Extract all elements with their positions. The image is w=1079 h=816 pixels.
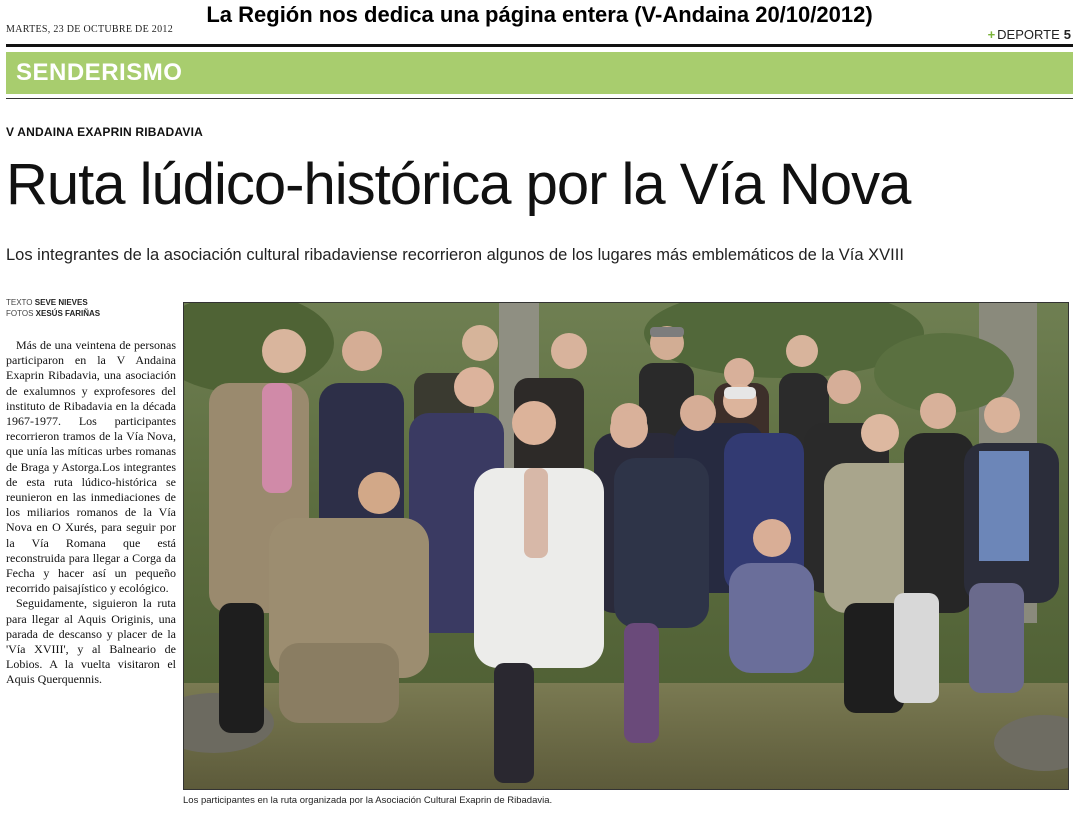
article-headline: Ruta lúdico-histórica por la Vía Nova [6,152,911,217]
article-credits [6,297,100,319]
issue-date: MARTES, 23 DE OCTUBRE DE 2012 [6,24,173,35]
body-paragraph: Seguidamente, siguieron la ruta para llegar al Aquis Originis, una parada de descanso y placer de la 'Vía XVIII', y al Balneario de Lobios. A la vuelta visitaron el Aquis Querquennis. [6,596,176,687]
body-paragraph: Más de una veintena de personas participaron en la V Andaina Exaprin Ribadavia, una asociación de exalumnos y exprofesores del instituto de Ribadavia en la década 1967-1977. Los participantes recorrieron tramos de la Vía Nova, que unía las míticas urbes romanas de Braga y Astorga.Los integrantes de esta ruta lúdico-histórica se reunieron en las inmediaciones de los miliarios romanos de la Vía Nova en O Xurés, para seguir por la Vía Romana que está reconstruida para llegar a Corga da Fecha y hacer así un pequeño recorrido paisajístico y ecológico. [6,338,176,596]
photo-caption: Los participantes en la ruta organizada por la Asociación Cultural Exaprin de Ribadavia. [183,795,553,806]
group-photo [183,302,1069,790]
plus-icon: + [987,27,996,42]
article-subhead: Los integrantes de la asociación cultural ribadaviense recorrieron algunos de los lugares más emblemáticos de la Vía XVIII [6,246,904,264]
section-band [6,52,1073,94]
article-kicker: V ANDAINA EXAPRIN RIBADAVIA [6,125,203,139]
article-body [6,338,176,688]
group-photo-illustration [184,303,1069,790]
section-tag [988,27,1071,42]
page-number: 5 [1063,27,1071,42]
band-rule [6,98,1073,99]
section-name: DEPORTE [997,27,1060,42]
section-band-label: SENDERISMO [16,59,183,86]
photo-credit-label: FOTOS [6,309,34,318]
text-credit-label: TEXTO [6,298,33,307]
image-caption: La Región nos dedica una página entera (V-Andaina 20/10/2012) [206,2,873,27]
text-credit-author: SEVE NIEVES [34,298,88,307]
header-rule [6,44,1073,47]
photo-credit-author: XESÚS FARIÑAS [35,309,101,318]
